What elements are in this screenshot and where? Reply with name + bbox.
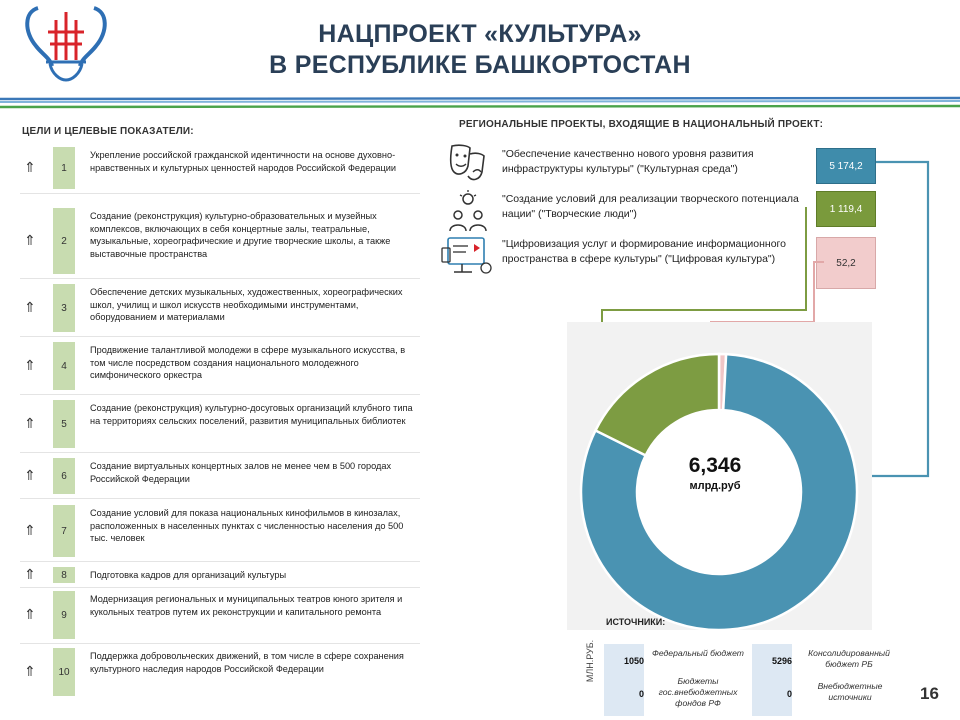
projects-heading: РЕГИОНАЛЬНЫЕ ПРОЕКТЫ, ВХОДЯЩИЕ В НАЦИОНАЛЬНЫЙ ПРОЕКТ: — [459, 119, 824, 130]
goal-divider — [20, 336, 420, 337]
goal-number: 8 — [53, 567, 75, 583]
source-value-federal: 1050 — [623, 656, 644, 666]
sources-col-2 — [752, 644, 792, 716]
goal-divider — [20, 561, 420, 562]
source-label-funds: Бюджеты гос.внебюджетных фондов РФ — [658, 676, 738, 708]
sources-unit-label: МЛН.РУБ. — [585, 639, 595, 683]
up-arrow-icon: ⇑ — [24, 606, 36, 622]
source-label-regional: Консолидированный бюджет РБ — [808, 648, 890, 669]
goal-item — [20, 147, 420, 189]
project-1-value: 5 174,2 — [816, 148, 876, 184]
up-arrow-icon: ⇑ — [24, 415, 36, 431]
goal-number: 10 — [53, 648, 75, 696]
goal-item — [20, 648, 420, 696]
source-value-regional: 5296 — [771, 656, 792, 666]
goal-number: 9 — [53, 591, 75, 639]
project-2-value: 1 119,4 — [816, 191, 876, 227]
page-title-line1: НАЦПРОЕКТ «КУЛЬТУРА» — [318, 20, 642, 48]
up-arrow-icon: ⇑ — [24, 159, 36, 175]
project-1-text: "Обеспечение качественно нового уровня развития инфраструктуры культуры" ("Культурная среда") — [502, 148, 754, 175]
goal-number: 4 — [53, 342, 75, 390]
goal-number: 6 — [53, 458, 75, 494]
goal-divider — [20, 452, 420, 453]
goal-item — [20, 505, 420, 557]
goal-item — [20, 208, 420, 274]
goal-text: Создание (реконструкция) культурно-досуговых организаций клубного типа на территориях сельских поселений, развития муниципальных библиотек — [90, 403, 413, 426]
goal-divider — [20, 587, 420, 588]
goal-item — [20, 400, 420, 448]
goal-number: 5 — [53, 400, 75, 448]
theater-masks-icon — [440, 142, 496, 186]
sources-heading: ИСТОЧНИКИ: — [606, 617, 666, 627]
goal-text: Продвижение талантливой молодежи в сфере музыкального искусства, в том числе посредством создания национального молодежного симфонического оркестра — [90, 345, 406, 380]
goal-text: Обеспечение детских музыкальных, художественных, хореографических школ, училищ и школ искусств необходимыми инструментами, оборудованием и материалами — [90, 287, 403, 322]
project-2-text: "Создание условий для реализации творческого потенциала нации" ("Творческие люди") — [502, 193, 799, 220]
goal-text: Создание (реконструкция) культурно-образовательных и музейных комплексов, включающих в себя концертные залы, театральные, музыкальные, хореографические и другие творческие школы, а также выставочные пространства — [90, 211, 391, 259]
goal-item — [20, 342, 420, 390]
goal-number: 1 — [53, 147, 75, 189]
goal-text: Подготовка кадров для организаций культуры — [90, 570, 287, 580]
source-value-offbudget: 0 — [786, 689, 792, 699]
goal-text: Укрепление российской гражданской идентичности на основе духовно-нравственных и культурных ценностей народов Российской Федерации — [90, 150, 397, 173]
up-arrow-icon: ⇑ — [24, 663, 36, 679]
goal-item — [20, 591, 420, 639]
project-3-value: 52,2 — [816, 237, 876, 289]
up-arrow-icon: ⇑ — [24, 232, 36, 248]
up-arrow-icon: ⇑ — [24, 467, 36, 483]
donut-hole — [638, 411, 800, 573]
project-3-text: "Цифровизация услуг и формирование информационного пространства в сфере культуры" ("Цифровая культура") — [502, 238, 786, 265]
goal-text: Создание виртуальных концертных залов не менее чем в 500 городах Российской Федерации — [90, 461, 392, 484]
up-arrow-icon: ⇑ — [24, 299, 36, 315]
goal-divider — [20, 643, 420, 644]
goal-item — [20, 284, 420, 332]
source-label-offbudget: Внебюджетные источники — [817, 681, 883, 702]
creative-people-icon — [440, 189, 496, 233]
goal-divider — [20, 193, 420, 194]
source-value-funds: 0 — [638, 689, 644, 699]
up-arrow-icon: ⇑ — [24, 566, 36, 582]
goal-divider — [20, 394, 420, 395]
goal-number: 2 — [53, 208, 75, 274]
lyre-logo-icon — [20, 2, 112, 84]
goal-text: Модернизация региональных и муниципальных театров юного зрителя и кукольных театров путем их реконструкции и капитального ремонта — [90, 594, 403, 617]
goal-divider — [20, 498, 420, 499]
chart-total-unit: млрд.руб — [689, 480, 741, 492]
goal-divider — [20, 278, 420, 279]
goal-item — [20, 458, 420, 494]
page-number: 16 — [920, 684, 939, 703]
goal-text: Поддержка добровольческих движений, в том числе в сфере сохранения культурного наследия народов Российской Федерации — [90, 651, 404, 674]
page-title-line2: В РЕСПУБЛИКЕ БАШКОРТОСТАН — [269, 51, 691, 79]
digital-screen-icon — [440, 234, 496, 278]
source-label-federal: Федеральный бюджет — [652, 648, 744, 658]
goal-text: Создание условий для показа национальных кинофильмов в кинозалах, расположенных в населенных пунктах с численностью населения до 500 тыс. человек — [90, 508, 404, 543]
goal-number: 7 — [53, 505, 75, 557]
sources-col-1 — [604, 644, 644, 716]
up-arrow-icon: ⇑ — [24, 522, 36, 538]
up-arrow-icon: ⇑ — [24, 357, 36, 373]
chart-total-value: 6,346 — [688, 454, 742, 477]
header-band — [0, 96, 960, 110]
goals-heading: ЦЕЛИ И ЦЕЛЕВЫЕ ПОКАЗАТЕЛИ: — [22, 126, 194, 137]
goal-number: 3 — [53, 284, 75, 332]
goal-item — [20, 567, 420, 583]
